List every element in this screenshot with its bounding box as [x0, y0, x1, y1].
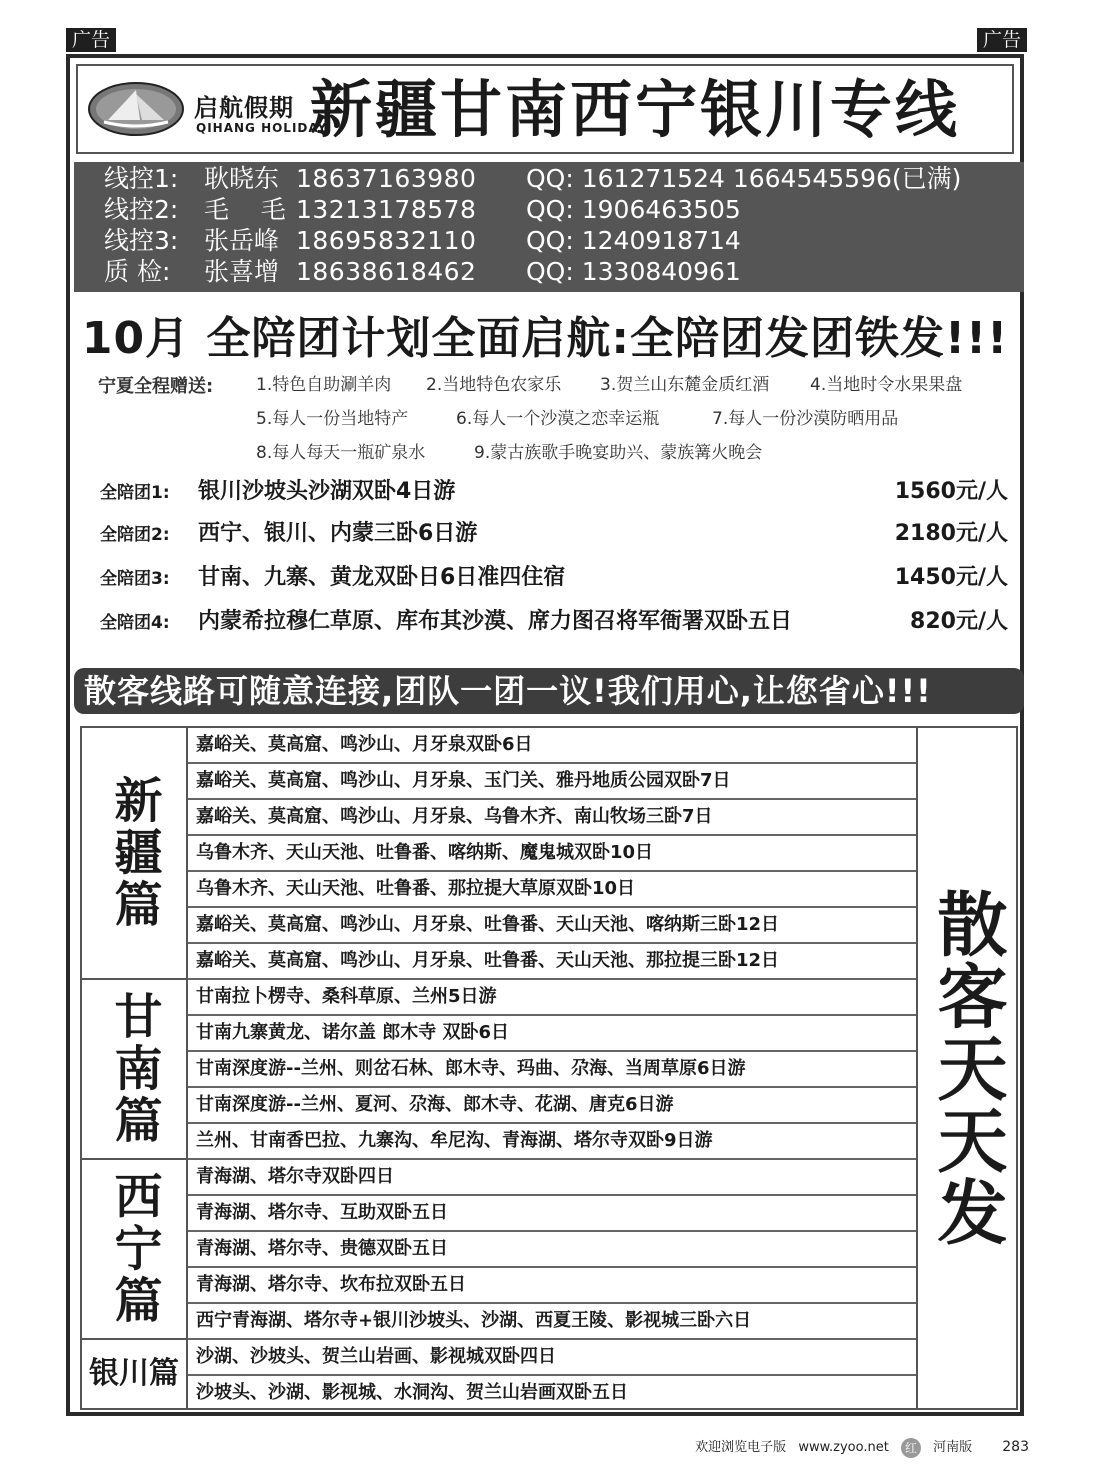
ad-frame	[66, 54, 1024, 1416]
slogan-banner: 散客线路可随意连接,团队一团一议!我们用心,让您省心!!!	[74, 668, 1024, 714]
route-item: 沙坡头、沙湖、影视城、水洞沟、贺兰山岩画双卧五日	[196, 1382, 628, 1403]
routes-table	[80, 726, 1018, 1410]
route-item: 青海湖、塔尔寺、坎布拉双卧五日	[188, 1268, 916, 1304]
tour-label: 全陪团4:	[100, 613, 170, 633]
promo-title: 10月 全陪团计划全面启航:全陪团发团铁发!!!	[81, 313, 1009, 364]
tour-row	[100, 558, 1018, 594]
tour-price: 1560元/人	[894, 479, 1008, 504]
tour-row	[100, 602, 1018, 638]
tour-price: 2180元/人	[894, 521, 1008, 546]
route-item: 甘南拉卜楞寺、桑科草原、兰州5日游	[188, 980, 916, 1016]
contact-name: 毛 毛	[204, 195, 286, 224]
footer-text: 欢迎浏览电子版	[695, 1440, 787, 1455]
brand-name-cn: 启航假期	[194, 94, 294, 122]
gift-item: 5.每人一份当地特产	[256, 409, 409, 429]
region-yinchuan	[82, 1340, 186, 1408]
route-item: 嘉峪关、莫高窟、鸣沙山、月牙泉双卧6日	[188, 728, 916, 764]
daily-departure-slogan	[918, 728, 1016, 1408]
gift-label: 宁夏全程赠送:	[98, 376, 214, 397]
route-item: 甘南深度游--兰州、则岔石林、郎木寺、玛曲、尕海、当周草原6日游	[188, 1052, 916, 1088]
ad-tag-left: 广告	[66, 28, 116, 52]
contact-qq: QQ: 1240918714	[526, 226, 741, 255]
page-number: 283	[1002, 1439, 1029, 1455]
gift-item: 6.每人一个沙漠之恋幸运瓶	[456, 409, 660, 429]
slogan-text: 散客天天发	[926, 888, 1008, 1248]
region-name: 新疆篇	[106, 775, 162, 931]
tour-row	[100, 514, 1018, 550]
gift-item: 4.当地时令水果果盘	[810, 375, 963, 395]
gift-item: 2.当地特色农家乐	[426, 375, 562, 395]
route-item: 乌鲁木齐、天山天池、吐鲁番、喀纳斯、魔鬼城双卧10日	[188, 836, 916, 872]
region-xining	[82, 1160, 186, 1340]
tour-label: 全陪团2:	[100, 525, 170, 545]
region-xinjiang	[82, 728, 186, 980]
contact-name: 张喜增	[204, 257, 280, 286]
qihang-logo-icon	[86, 80, 186, 138]
gift-item: 7.每人一份沙漠防晒用品	[712, 409, 899, 429]
route-item: 兰州、甘南香巴拉、九寨沟、牟尼沟、青海湖、塔尔寺双卧9日游	[188, 1124, 916, 1160]
tour-label: 全陪团1:	[100, 483, 170, 503]
route-item: 嘉峪关、莫高窟、鸣沙山、月牙泉、玉门关、雅丹地质公园双卧7日	[188, 764, 916, 800]
route-item: 沙湖、沙坡头、贺兰山岩画、影视城双卧四日	[188, 1340, 916, 1376]
route-item: 甘南九寨黄龙、诺尔盖 郎木寺 双卧6日	[188, 1016, 916, 1052]
route-item: 嘉峪关、莫高窟、鸣沙山、月牙泉、吐鲁番、天山天池、喀纳斯三卧12日	[188, 908, 916, 944]
contact-label: 线控3:	[104, 226, 179, 255]
tour-label: 全陪团3:	[100, 569, 170, 589]
tour-name: 银川沙坡头沙湖双卧4日游	[198, 479, 456, 504]
gift-item: 9.蒙古族歌手晚宴助兴、蒙族篝火晚会	[474, 443, 763, 463]
footer-site-link[interactable]: www.zyoo.net	[798, 1440, 889, 1455]
region-name: 西宁篇	[106, 1171, 162, 1327]
gift-item: 8.每人每天一瓶矿泉水	[256, 443, 426, 463]
region-gannan	[82, 980, 186, 1160]
route-item: 乌鲁木齐、天山天池、吐鲁番、那拉提大草原双卧10日	[188, 872, 916, 908]
contact-qq: QQ: 1330840961	[526, 257, 741, 286]
brand-name-en: QIHANG HOLIDAY	[196, 121, 328, 135]
route-item: 嘉峪关、莫高窟、鸣沙山、月牙泉、吐鲁番、天山天池、那拉提三卧12日	[188, 944, 916, 980]
footer-edition: 河南版	[933, 1440, 973, 1455]
route-item: 青海湖、塔尔寺双卧四日	[188, 1160, 916, 1196]
contact-name: 耿晓东	[204, 164, 280, 193]
route-item: 嘉峪关、莫高窟、鸣沙山、月牙泉、乌鲁木齐、南山牧场三卧7日	[188, 800, 916, 836]
route-item: 青海湖、塔尔寺、互助双卧五日	[188, 1196, 916, 1232]
contact-phone: 13213178578	[296, 195, 477, 224]
route-item: 甘南深度游--兰州、夏河、尕海、郎木寺、花湖、唐克6日游	[188, 1088, 916, 1124]
tour-name: 甘南、九寨、黄龙双卧日6日准四住宿	[198, 565, 566, 590]
contact-qq: QQ: 1906463505	[526, 195, 741, 224]
tour-name: 内蒙希拉穆仁草原、库布其沙漠、席力图召将军衙署双卧五日	[198, 609, 793, 634]
contact-phone: 18637163980	[296, 164, 477, 193]
ad-tag-right: 广告	[977, 28, 1027, 52]
region-name: 甘南篇	[106, 991, 162, 1147]
hong-badge-icon: 红	[901, 1438, 921, 1458]
tour-row	[100, 472, 1018, 508]
gift-item: 3.贺兰山东麓金质红酒	[600, 375, 770, 395]
page-footer	[687, 1436, 1029, 1458]
contact-name: 张岳峰	[204, 226, 280, 255]
contacts-panel	[74, 162, 1024, 292]
ad-title: 新疆甘南西宁银川专线	[310, 73, 961, 146]
contact-label: 线控2:	[104, 195, 179, 224]
contact-label: 质 检:	[104, 257, 171, 286]
ad-header	[76, 64, 1014, 154]
contact-phone: 18638618462	[296, 257, 477, 286]
tour-name: 西宁、银川、内蒙三卧6日游	[198, 521, 478, 546]
contact-qq: QQ: 161271524 1664545596(已满)	[526, 164, 962, 193]
contact-phone: 18695832110	[296, 226, 477, 255]
contact-label: 线控1:	[104, 164, 179, 193]
tour-price: 1450元/人	[894, 565, 1008, 590]
route-item: 西宁青海湖、塔尔寺+银川沙坡头、沙湖、西夏王陵、影视城三卧六日	[188, 1304, 916, 1340]
gift-item: 1.特色自助涮羊肉	[256, 375, 392, 395]
region-name: 银川篇	[89, 1356, 179, 1391]
tour-price: 820元/人	[910, 609, 1008, 634]
route-item: 青海湖、塔尔寺、贵德双卧五日	[188, 1232, 916, 1268]
